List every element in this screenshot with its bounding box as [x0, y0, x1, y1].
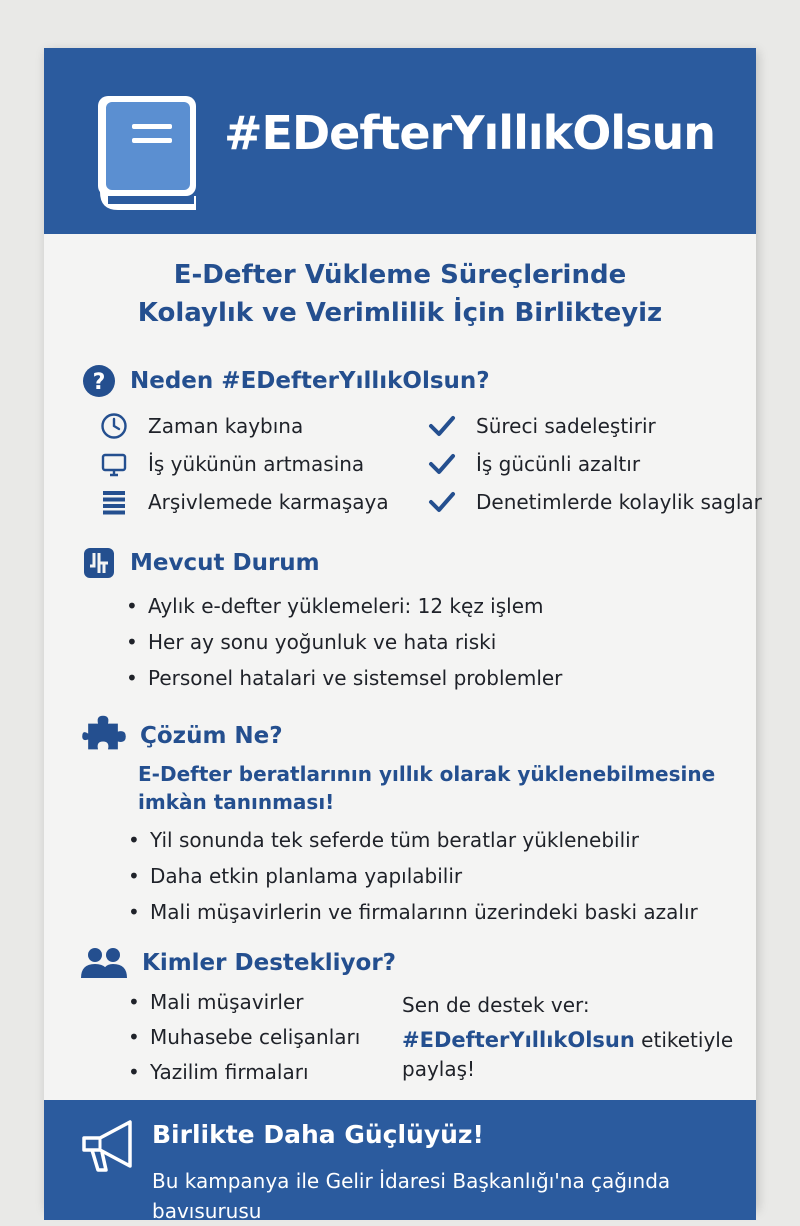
benefit-item: İş gücünli azaltır [428, 450, 640, 478]
cta-line-1: Sen de destek ver: [402, 993, 590, 1017]
supporter-item: • Muhasebe celişanları [150, 1025, 360, 1049]
checkmark-icon [428, 412, 456, 440]
campaign-poster [44, 48, 762, 1223]
support-call-to-action [402, 988, 742, 1087]
footer-banner [44, 1100, 756, 1223]
footer-title: Birlikte Daha Güçlüyüz! [152, 1120, 484, 1149]
users-icon [80, 946, 128, 980]
question-icon [82, 364, 116, 398]
problem-item: Arşivlemede karmaşaya [100, 488, 389, 516]
footer-text: Bu kampanya ile Gelir İdaresi Başkanlığı'na çağında bavısurusu [152, 1169, 671, 1223]
section-supporters-heading [80, 946, 396, 980]
current-item: • Aylık e-defter yüklemeleri: 12 kęz işlem [148, 594, 544, 618]
clock-icon [100, 412, 128, 440]
puzzle-icon [82, 714, 126, 758]
solution-highlight: E-Defter beratlarının yıllık olarak yüklenebilmesine imkàn tanınması! [138, 762, 716, 814]
campaign-hashtag-title: #EDefterYıllıkOlsun [224, 106, 715, 160]
supporter-item: • Mali müşavirler [150, 990, 304, 1014]
current-item: • Personel hatalari ve sistemsel problemler [148, 666, 562, 690]
section-why-title: Neden #EDefterYıllıkOlsun? [130, 368, 490, 394]
subtitle-line-1: E-Defter Vükleme Süreçlerinde [173, 260, 627, 290]
section-supporters-title: Kimler Destekliyor? [142, 950, 397, 976]
checkmark-icon [428, 488, 456, 516]
solution-item: • Mali müşavirlerin ve firmalarınn üzerindeki baski azalır [150, 900, 698, 924]
checkmark-icon [428, 450, 456, 478]
monitor-icon [100, 450, 128, 478]
campaign-subtitle [44, 256, 756, 332]
problem-item: İş yükünün artmasina [100, 450, 364, 478]
subtitle-line-2: Kolaylık ve Verimlilik İçin Birlikteyiz [137, 298, 663, 328]
archive-stack-icon [100, 488, 128, 516]
cta-after-tag: etiketiyle [634, 1028, 734, 1052]
solution-item: • Daha etkin planlama yapılabilir [150, 864, 462, 888]
benefit-item: Denetimlerde kolaylik saglar [428, 488, 762, 516]
cta-hashtag: #EDefterYıllıkOlsun [402, 1028, 635, 1052]
cta-line-3: paylaş! [402, 1057, 476, 1081]
section-solution-heading [82, 714, 283, 758]
book-icon [92, 92, 202, 214]
section-current-heading [82, 546, 320, 580]
section-solution-title: Çözüm Ne? [140, 723, 283, 749]
megaphone-icon [78, 1116, 144, 1178]
current-item: • Her ay sonu yoğunluk ve hata riski [148, 630, 496, 654]
svg-text:?: ? [92, 370, 106, 395]
section-why-heading [82, 364, 490, 398]
layout-grid-icon [82, 546, 116, 580]
benefit-item: Süreci sadeleştirir [428, 412, 656, 440]
problem-item: Zaman kaybına [100, 412, 303, 440]
section-current-title: Mevcut Durum [130, 550, 320, 576]
solution-item: • Yil sonunda tek seferde tüm beratlar yüklenebilir [150, 828, 639, 852]
supporter-item: • Yazilim firmaları [150, 1060, 309, 1084]
header-banner [44, 48, 756, 234]
